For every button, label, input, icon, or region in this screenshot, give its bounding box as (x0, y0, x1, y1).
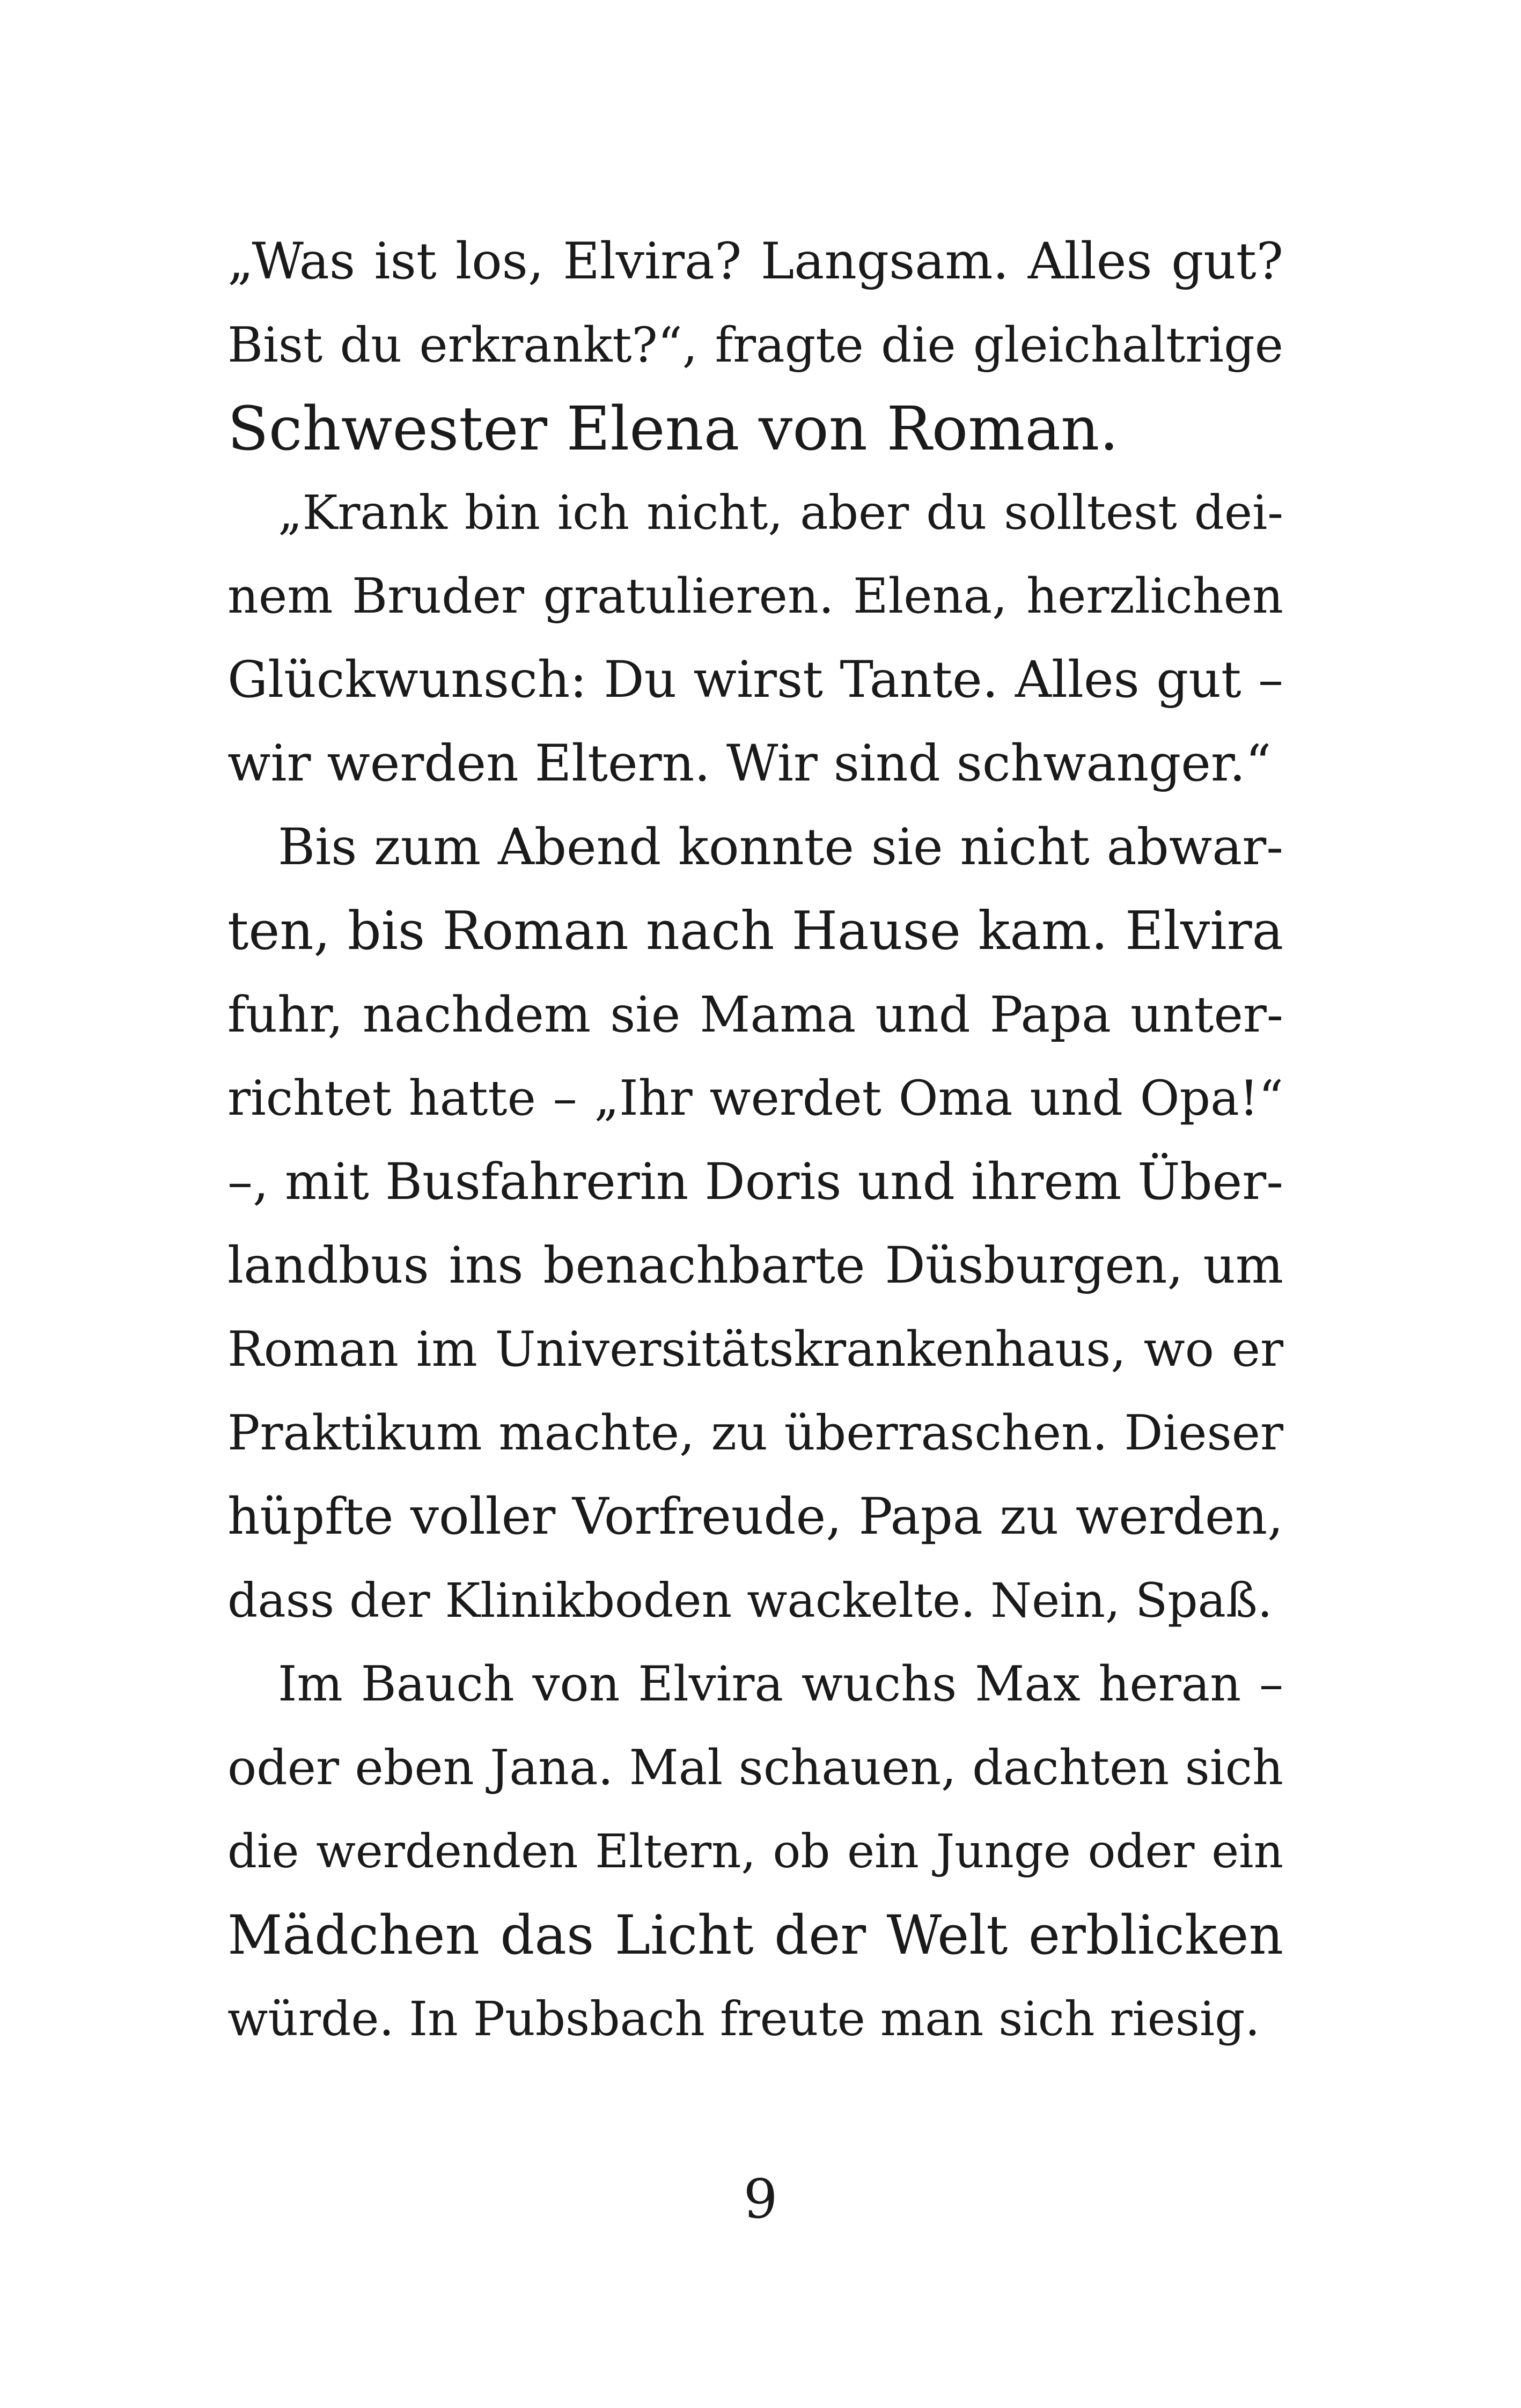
text-line: die werdenden Eltern, ob ein Junge oder ein (227, 1825, 1283, 1879)
text-line: ten, bis Roman nach Hause kam. Elvira (227, 901, 1283, 962)
text-line: Im Bauch von Elvira wuchs Max heran – (278, 1656, 1283, 1712)
text-line: „Krank bin ich nicht, aber du solltest dei- (278, 485, 1283, 540)
text-line: Praktikum machte, zu überraschen. Dieser (227, 1405, 1283, 1461)
text-line: hüpfte voller Vorfreude, Papa zu werden, (227, 1487, 1283, 1546)
text-line: wir werden Eltern. Wir sind schwanger.“ (227, 734, 1272, 793)
text-line: –, mit Busfahrerin Doris und ihrem Über- (227, 1153, 1283, 1211)
text-line: Glückwunsch: Du wirst Tante. Alles gut – (227, 651, 1283, 709)
text-line: nem Bruder gratulieren. Elena, herzlichen (227, 568, 1283, 624)
text-line: dass der Klinikboden wackelte. Nein, Spaß. (227, 1573, 1273, 1628)
text-line: Bis zum Abend konnte sie nicht abwar- (278, 818, 1283, 877)
text-line: Roman im Universitätskrankenhaus, wo er (227, 1321, 1283, 1378)
text-line: würde. In Pubsbach freute man sich riesig. (227, 1991, 1260, 2046)
text-line: fuhr, nachdem sie Mama und Papa unter- (227, 986, 1283, 1043)
page-number: 9 (743, 2168, 778, 2230)
text-line: Bist du erkrankt?“, fragte die gleichaltrige (227, 317, 1283, 373)
text-line: Schwester Elena von Roman. (227, 394, 1119, 464)
page-body-text (227, 220, 1283, 2061)
text-line: Mädchen das Licht der Welt erblicken (227, 1904, 1283, 1967)
text-line: landbus ins benachbarte Düsburgen, um (227, 1236, 1283, 1295)
text-line: „Was ist los, Elvira? Langsam. Alles gut? (227, 232, 1283, 291)
text-line: oder eben Jana. Mal schauen, dachten sich (227, 1740, 1283, 1796)
text-line: richtet hatte – „Ihr werdet Oma und Opa!“ (227, 1070, 1283, 1126)
